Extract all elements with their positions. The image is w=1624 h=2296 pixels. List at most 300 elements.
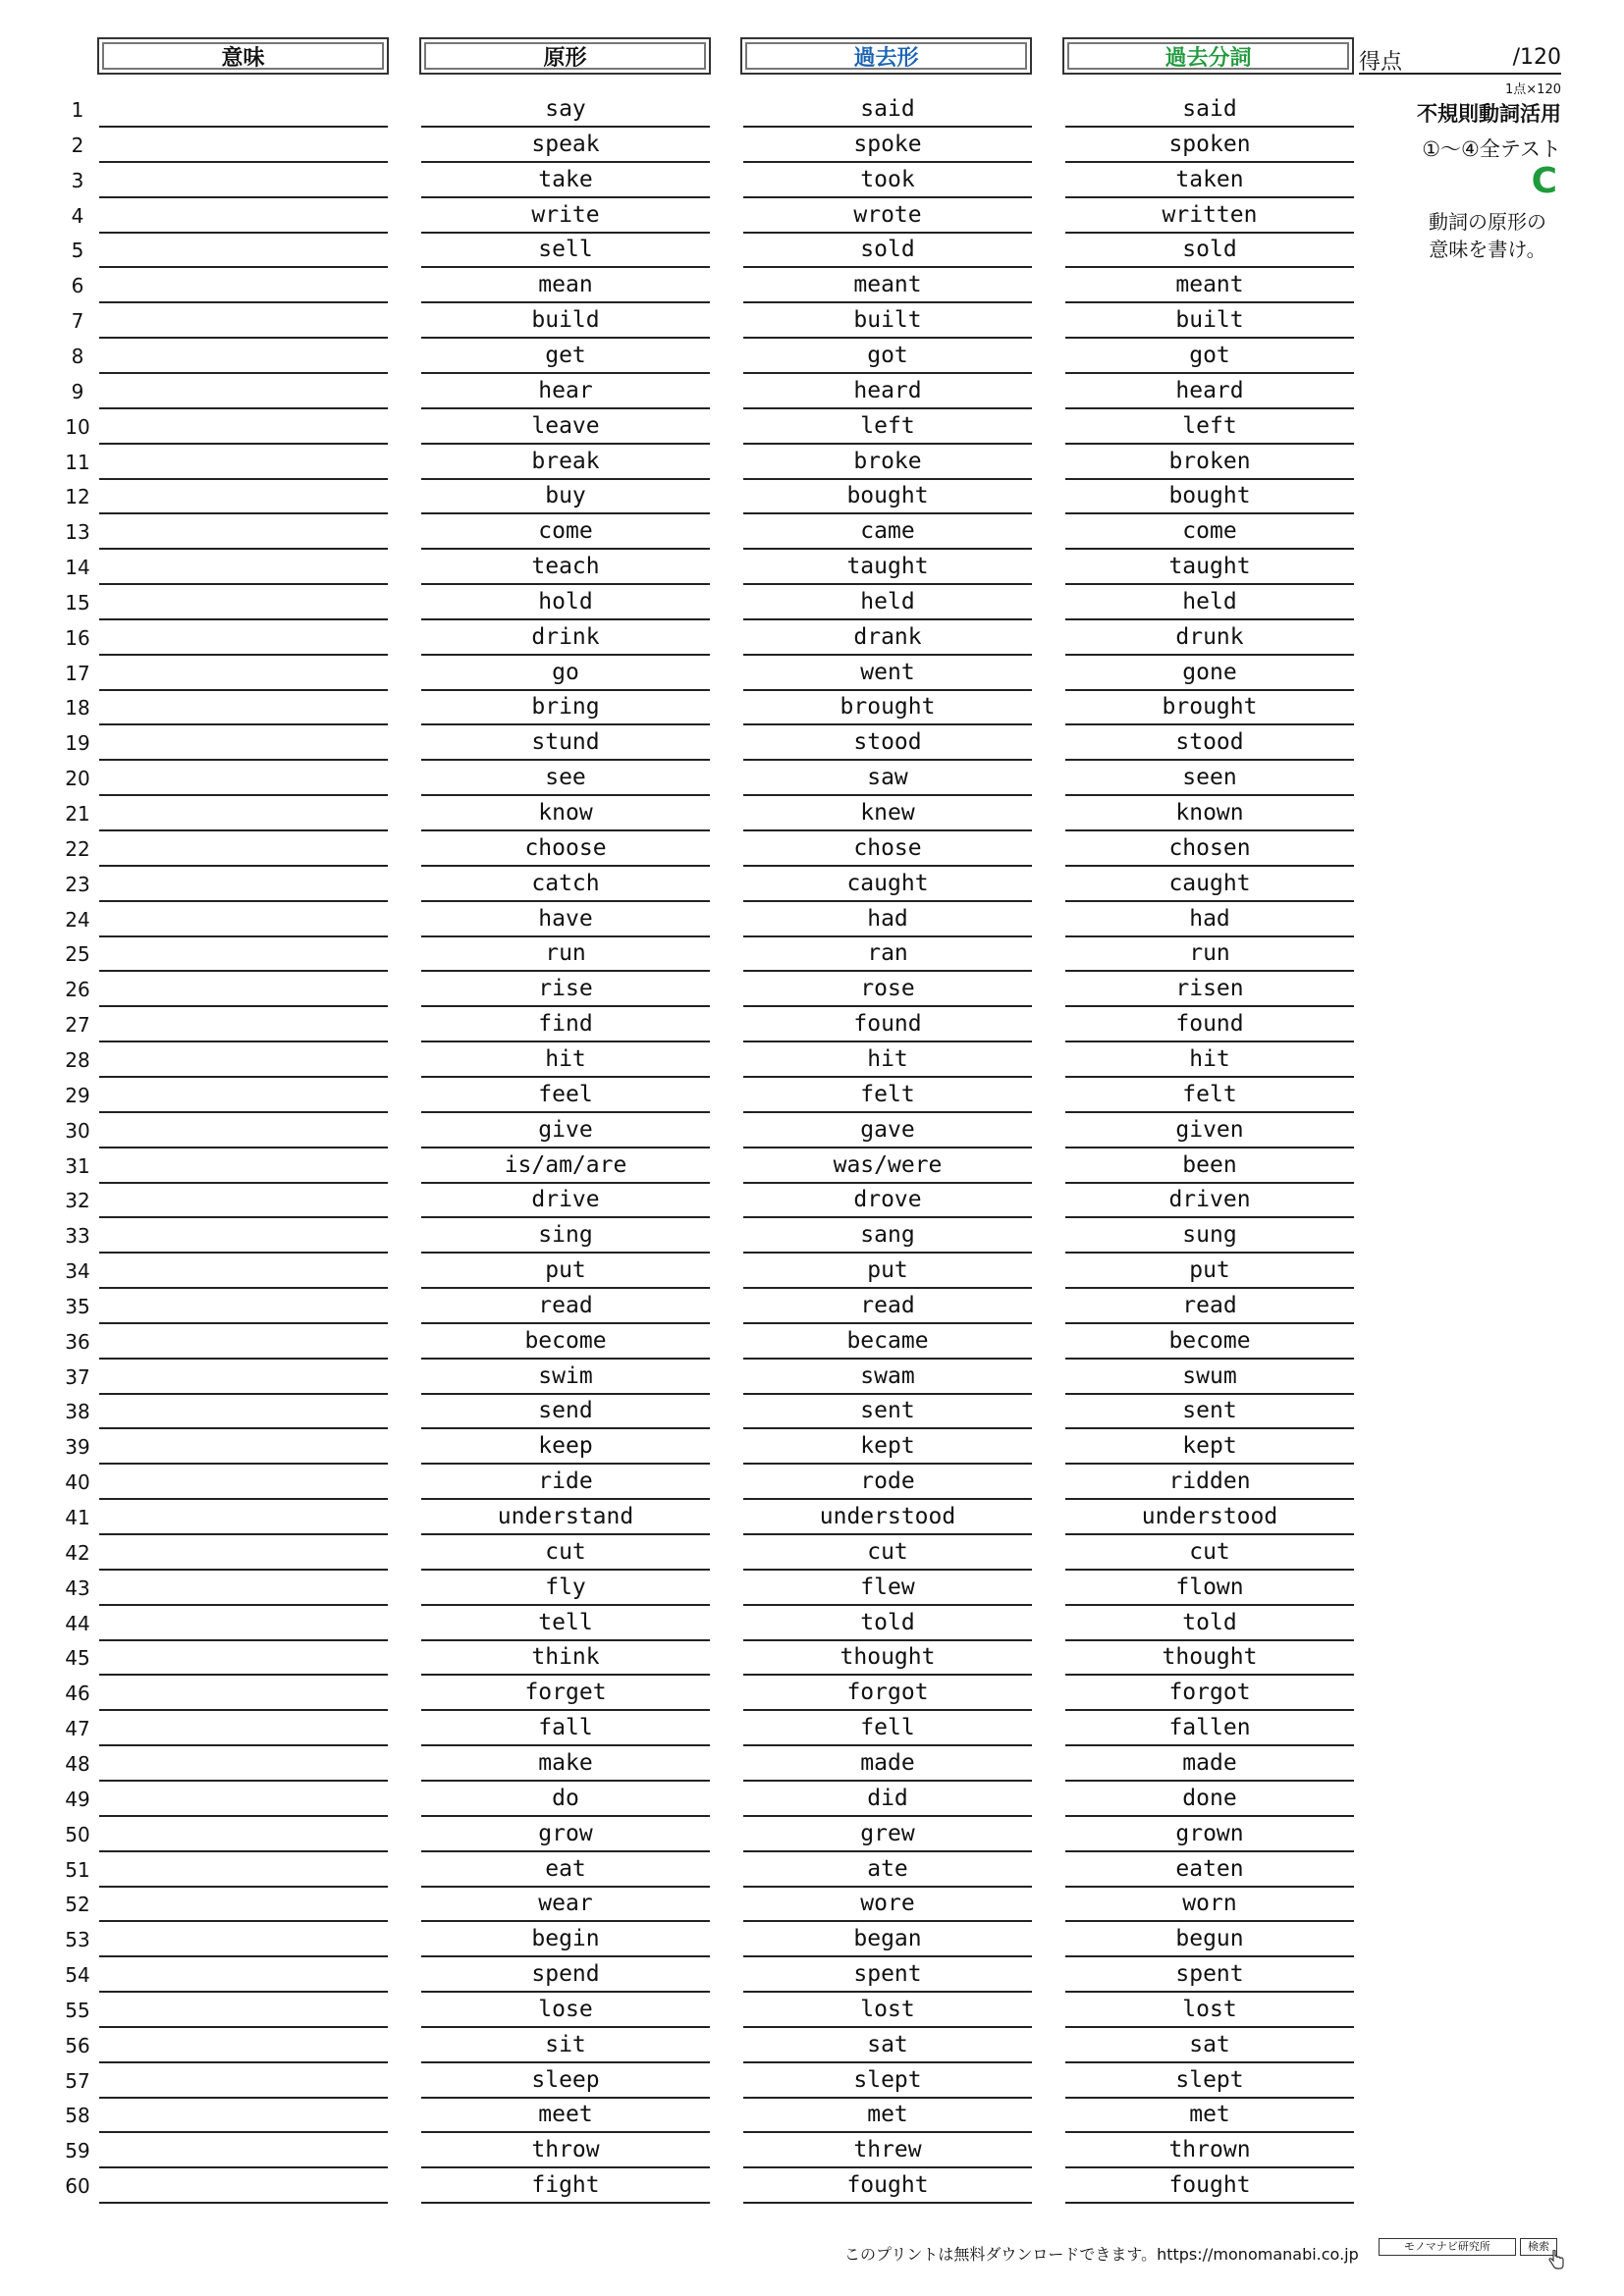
meaning-answer-field[interactable] bbox=[99, 445, 388, 480]
table-row bbox=[0, 479, 1624, 514]
row-number: 32 bbox=[65, 1189, 90, 1213]
past-participle-cell: risen bbox=[1065, 972, 1354, 1007]
meaning-answer-field[interactable] bbox=[99, 128, 388, 163]
base-form-cell: is/am/are bbox=[421, 1148, 710, 1184]
meaning-answer-field[interactable] bbox=[99, 1289, 388, 1324]
past-tense-cell: came bbox=[743, 514, 1032, 550]
meaning-answer-field[interactable] bbox=[99, 1465, 388, 1500]
meaning-answer-field[interactable] bbox=[99, 1852, 388, 1888]
base-form-cell: give bbox=[421, 1113, 710, 1148]
table-row bbox=[0, 620, 1624, 656]
base-form-cell: drive bbox=[421, 1183, 710, 1218]
base-form-cell: do bbox=[421, 1782, 710, 1817]
base-form-cell: see bbox=[421, 761, 710, 796]
row-number: 50 bbox=[65, 1822, 90, 1846]
base-form-cell: catch bbox=[421, 867, 710, 902]
row-number: 56 bbox=[65, 2033, 90, 2057]
base-form-cell: speak bbox=[421, 128, 710, 163]
past-participle-cell: told bbox=[1065, 1606, 1354, 1641]
meaning-answer-field[interactable] bbox=[99, 2063, 388, 2099]
table-row bbox=[0, 1254, 1624, 1289]
row-number: 39 bbox=[65, 1435, 90, 1460]
table-row bbox=[0, 1289, 1624, 1324]
meaning-answer-field[interactable] bbox=[99, 1640, 388, 1676]
past-participle-cell: been bbox=[1065, 1148, 1354, 1184]
past-tense-cell: made bbox=[743, 1746, 1032, 1782]
past-tense-cell: fell bbox=[743, 1711, 1032, 1746]
past-participle-cell: meant bbox=[1065, 268, 1354, 303]
meaning-answer-field[interactable] bbox=[99, 690, 388, 725]
past-tense-cell: had bbox=[743, 902, 1032, 937]
meaning-answer-field[interactable] bbox=[99, 1817, 388, 1852]
meaning-answer-field[interactable] bbox=[99, 1676, 388, 1711]
past-tense-cell: read bbox=[743, 1289, 1032, 1324]
header-meaning: 意味 bbox=[97, 37, 389, 75]
base-form-cell: ride bbox=[421, 1465, 710, 1500]
header-past-tense: 過去形 bbox=[740, 37, 1032, 75]
table-row bbox=[0, 796, 1624, 831]
row-number: 17 bbox=[65, 661, 90, 685]
meaning-answer-field[interactable] bbox=[99, 831, 388, 867]
table-row bbox=[0, 1078, 1624, 1113]
row-number: 7 bbox=[71, 309, 84, 334]
meaning-answer-field[interactable] bbox=[99, 1254, 388, 1289]
table-row bbox=[0, 902, 1624, 937]
meaning-answer-field[interactable] bbox=[99, 936, 388, 972]
row-number: 48 bbox=[65, 1751, 90, 1776]
past-tense-cell: knew bbox=[743, 796, 1032, 831]
table-row bbox=[0, 1183, 1624, 1218]
past-tense-cell: swam bbox=[743, 1360, 1032, 1395]
base-form-cell: think bbox=[421, 1640, 710, 1676]
meaning-answer-field[interactable] bbox=[99, 1535, 388, 1571]
past-tense-cell: sent bbox=[743, 1394, 1032, 1429]
meaning-answer-field[interactable] bbox=[99, 1922, 388, 1957]
base-form-cell: meet bbox=[421, 2098, 710, 2133]
base-form-cell: send bbox=[421, 1394, 710, 1429]
meaning-answer-field[interactable] bbox=[99, 550, 388, 585]
base-form-cell: fight bbox=[421, 2168, 710, 2204]
meaning-answer-field[interactable] bbox=[99, 233, 388, 268]
table-row bbox=[0, 1887, 1624, 1922]
table-row bbox=[0, 867, 1624, 902]
meaning-answer-field[interactable] bbox=[99, 163, 388, 198]
row-number: 24 bbox=[65, 907, 90, 932]
base-form-cell: fall bbox=[421, 1711, 710, 1746]
past-participle-cell: had bbox=[1065, 902, 1354, 937]
base-form-cell: make bbox=[421, 1746, 710, 1782]
past-tense-cell: hit bbox=[743, 1042, 1032, 1078]
meaning-answer-field[interactable] bbox=[99, 1078, 388, 1113]
meaning-answer-field[interactable] bbox=[99, 374, 388, 409]
meaning-answer-field[interactable] bbox=[99, 620, 388, 656]
base-form-cell: leave bbox=[421, 409, 710, 445]
meaning-answer-field[interactable] bbox=[99, 1711, 388, 1746]
past-participle-cell: met bbox=[1065, 2098, 1354, 2133]
past-participle-cell: spent bbox=[1065, 1957, 1354, 1993]
base-form-cell: take bbox=[421, 163, 710, 198]
base-form-cell: feel bbox=[421, 1078, 710, 1113]
row-number: 60 bbox=[65, 2174, 90, 2199]
table-row bbox=[0, 1817, 1624, 1852]
base-form-cell: get bbox=[421, 339, 710, 374]
table-row bbox=[0, 514, 1624, 550]
past-participle-cell: heard bbox=[1065, 374, 1354, 409]
row-number: 5 bbox=[71, 239, 84, 263]
past-tense-cell: rode bbox=[743, 1465, 1032, 1500]
row-number: 41 bbox=[65, 1506, 90, 1529]
past-participle-cell: bought bbox=[1065, 479, 1354, 514]
table-row bbox=[0, 163, 1624, 198]
row-number: 28 bbox=[65, 1047, 90, 1072]
base-form-cell: find bbox=[421, 1007, 710, 1042]
meaning-answer-field[interactable] bbox=[99, 1042, 388, 1078]
meaning-answer-field[interactable] bbox=[99, 1782, 388, 1817]
table-row bbox=[0, 339, 1624, 374]
score-field[interactable] bbox=[1359, 45, 1561, 75]
row-number: 10 bbox=[65, 414, 90, 439]
past-tense-cell: felt bbox=[743, 1078, 1032, 1113]
row-number: 52 bbox=[65, 1893, 90, 1917]
past-participle-cell: said bbox=[1065, 92, 1354, 128]
past-participle-cell: taken bbox=[1065, 163, 1354, 198]
table-row bbox=[0, 1535, 1624, 1571]
table-row bbox=[0, 725, 1624, 761]
base-form-cell: tell bbox=[421, 1606, 710, 1641]
meaning-answer-field[interactable] bbox=[99, 1429, 388, 1465]
past-tense-cell: left bbox=[743, 409, 1032, 445]
base-form-cell: spend bbox=[421, 1957, 710, 1993]
row-number: 29 bbox=[65, 1083, 90, 1107]
past-tense-cell: lost bbox=[743, 1993, 1032, 2028]
base-form-cell: swim bbox=[421, 1360, 710, 1395]
table-row bbox=[0, 1640, 1624, 1676]
past-tense-cell: grew bbox=[743, 1817, 1032, 1852]
table-row bbox=[0, 1711, 1624, 1746]
past-participle-cell: forgot bbox=[1065, 1676, 1354, 1711]
past-participle-cell: kept bbox=[1065, 1429, 1354, 1465]
row-number: 3 bbox=[71, 168, 84, 192]
table-row bbox=[0, 92, 1624, 128]
meaning-answer-field[interactable] bbox=[99, 761, 388, 796]
past-tense-cell: said bbox=[743, 92, 1032, 128]
worksheet-title: 不規則動詞活用 bbox=[1417, 102, 1561, 126]
past-tense-cell: threw bbox=[743, 2133, 1032, 2168]
past-participle-cell: seen bbox=[1065, 761, 1354, 796]
base-form-cell: teach bbox=[421, 550, 710, 585]
past-tense-cell: chose bbox=[743, 831, 1032, 867]
row-number: 58 bbox=[65, 2104, 90, 2128]
base-form-cell: come bbox=[421, 514, 710, 550]
base-form-cell: choose bbox=[421, 831, 710, 867]
base-form-cell: bring bbox=[421, 690, 710, 725]
past-participle-cell: sung bbox=[1065, 1218, 1354, 1254]
base-form-cell: sell bbox=[421, 233, 710, 268]
meaning-answer-field[interactable] bbox=[99, 514, 388, 550]
row-number: 18 bbox=[65, 696, 90, 721]
header-base-form: 原形 bbox=[419, 37, 711, 75]
past-participle-cell: spoken bbox=[1065, 128, 1354, 163]
past-tense-cell: sang bbox=[743, 1218, 1032, 1254]
past-tense-cell: held bbox=[743, 585, 1032, 620]
past-participle-cell: ridden bbox=[1065, 1465, 1354, 1500]
meaning-answer-field[interactable] bbox=[99, 902, 388, 937]
past-participle-cell: understood bbox=[1065, 1500, 1354, 1535]
past-tense-cell: spent bbox=[743, 1957, 1032, 1993]
meaning-answer-field[interactable] bbox=[99, 268, 388, 303]
table-row bbox=[0, 2063, 1624, 2099]
past-tense-cell: built bbox=[743, 303, 1032, 339]
past-tense-cell: flew bbox=[743, 1571, 1032, 1606]
table-row bbox=[0, 1429, 1624, 1465]
row-number: 19 bbox=[65, 731, 90, 756]
base-form-cell: wear bbox=[421, 1887, 710, 1922]
past-participle-cell: known bbox=[1065, 796, 1354, 831]
table-row bbox=[0, 1148, 1624, 1184]
table-row bbox=[0, 233, 1624, 268]
instruction-line-2: 意味を書け。 bbox=[1429, 238, 1546, 261]
row-number: 26 bbox=[65, 978, 90, 1002]
base-form-cell: sleep bbox=[421, 2063, 710, 2099]
meaning-answer-field[interactable] bbox=[99, 479, 388, 514]
row-number: 40 bbox=[65, 1470, 90, 1495]
past-tense-cell: forgot bbox=[743, 1676, 1032, 1711]
past-participle-cell: left bbox=[1065, 409, 1354, 445]
row-number: 20 bbox=[65, 767, 90, 791]
table-row bbox=[0, 585, 1624, 620]
meaning-answer-field[interactable] bbox=[99, 1324, 388, 1360]
row-number: 33 bbox=[65, 1224, 90, 1249]
past-tense-cell: slept bbox=[743, 2063, 1032, 2099]
meaning-answer-field[interactable] bbox=[99, 2133, 388, 2168]
table-row bbox=[0, 936, 1624, 972]
base-form-cell: break bbox=[421, 445, 710, 480]
past-tense-cell: spoke bbox=[743, 128, 1032, 163]
base-form-cell: hear bbox=[421, 374, 710, 409]
meaning-answer-field[interactable] bbox=[99, 1360, 388, 1395]
table-row bbox=[0, 1394, 1624, 1429]
meaning-answer-field[interactable] bbox=[99, 1007, 388, 1042]
base-form-cell: buy bbox=[421, 479, 710, 514]
row-number: 11 bbox=[65, 450, 90, 474]
table-row bbox=[0, 198, 1624, 234]
past-participle-cell: thought bbox=[1065, 1640, 1354, 1676]
meaning-answer-field[interactable] bbox=[99, 1148, 388, 1184]
meaning-answer-field[interactable] bbox=[99, 1606, 388, 1641]
table-row bbox=[0, 445, 1624, 480]
base-form-cell: keep bbox=[421, 1429, 710, 1465]
table-row bbox=[0, 1993, 1624, 2028]
meaning-answer-field[interactable] bbox=[99, 2168, 388, 2204]
past-participle-cell: slept bbox=[1065, 2063, 1354, 2099]
score-note: 1点×120 bbox=[1505, 82, 1561, 97]
table-row bbox=[0, 374, 1624, 409]
meaning-answer-field[interactable] bbox=[99, 1394, 388, 1429]
past-tense-cell: drank bbox=[743, 620, 1032, 656]
row-number: 13 bbox=[65, 520, 90, 545]
past-tense-cell: brought bbox=[743, 690, 1032, 725]
base-form-cell: go bbox=[421, 656, 710, 691]
past-participle-cell: driven bbox=[1065, 1183, 1354, 1218]
row-number: 46 bbox=[65, 1682, 90, 1706]
table-row bbox=[0, 550, 1624, 585]
base-form-cell: hold bbox=[421, 585, 710, 620]
base-form-cell: understand bbox=[421, 1500, 710, 1535]
instruction-line-1: 動詞の原形の bbox=[1429, 210, 1546, 234]
past-tense-cell: told bbox=[743, 1606, 1032, 1641]
base-form-cell: build bbox=[421, 303, 710, 339]
row-number: 54 bbox=[65, 1963, 90, 1988]
row-number: 57 bbox=[65, 2068, 90, 2093]
footer-lab-box: モノマナビ研究所 bbox=[1379, 2238, 1516, 2256]
worksheet-subtitle: ①～④全テスト bbox=[1422, 137, 1561, 161]
past-participle-cell: fought bbox=[1065, 2168, 1354, 2204]
past-participle-cell: built bbox=[1065, 303, 1354, 339]
past-participle-cell: read bbox=[1065, 1289, 1354, 1324]
meaning-answer-field[interactable] bbox=[99, 339, 388, 374]
base-form-cell: read bbox=[421, 1289, 710, 1324]
base-form-cell: become bbox=[421, 1324, 710, 1360]
past-tense-cell: fought bbox=[743, 2168, 1032, 2204]
base-form-cell: grow bbox=[421, 1817, 710, 1852]
footer-search-button[interactable]: 検索 bbox=[1520, 2238, 1557, 2256]
row-number: 8 bbox=[71, 344, 84, 368]
table-row bbox=[0, 1571, 1624, 1606]
past-participle-cell: stood bbox=[1065, 725, 1354, 761]
row-number: 21 bbox=[65, 802, 90, 826]
past-participle-cell: gone bbox=[1065, 656, 1354, 691]
past-tense-cell: went bbox=[743, 656, 1032, 691]
past-participle-cell: brought bbox=[1065, 690, 1354, 725]
past-participle-cell: sold bbox=[1065, 233, 1354, 268]
base-form-cell: drink bbox=[421, 620, 710, 656]
past-tense-cell: wrote bbox=[743, 198, 1032, 234]
meaning-answer-field[interactable] bbox=[99, 92, 388, 128]
table-row bbox=[0, 409, 1624, 445]
row-number: 31 bbox=[65, 1153, 90, 1178]
past-tense-cell: began bbox=[743, 1922, 1032, 1957]
meaning-answer-field[interactable] bbox=[99, 585, 388, 620]
past-tense-cell: heard bbox=[743, 374, 1032, 409]
base-form-cell: cut bbox=[421, 1535, 710, 1571]
table-row bbox=[0, 1360, 1624, 1395]
row-number: 15 bbox=[65, 590, 90, 614]
row-number: 16 bbox=[65, 625, 90, 650]
past-participle-cell: held bbox=[1065, 585, 1354, 620]
base-form-cell: mean bbox=[421, 268, 710, 303]
base-form-cell: forget bbox=[421, 1676, 710, 1711]
past-tense-cell: taught bbox=[743, 550, 1032, 585]
meaning-answer-field[interactable] bbox=[99, 1957, 388, 1993]
meaning-answer-field[interactable] bbox=[99, 796, 388, 831]
past-tense-cell: got bbox=[743, 339, 1032, 374]
row-number: 2 bbox=[71, 133, 84, 157]
table-row bbox=[0, 831, 1624, 867]
row-number: 37 bbox=[65, 1364, 90, 1389]
past-tense-cell: took bbox=[743, 163, 1032, 198]
past-tense-cell: saw bbox=[743, 761, 1032, 796]
score-label: 得点 bbox=[1359, 50, 1403, 75]
row-number: 34 bbox=[65, 1259, 90, 1284]
hand-cursor-icon bbox=[1547, 2250, 1565, 2269]
base-form-cell: stund bbox=[421, 725, 710, 761]
row-number: 1 bbox=[71, 98, 84, 122]
row-number: 27 bbox=[65, 1013, 90, 1038]
base-form-cell: put bbox=[421, 1254, 710, 1289]
base-form-cell: fly bbox=[421, 1571, 710, 1606]
meaning-answer-field[interactable] bbox=[99, 1113, 388, 1148]
table-row bbox=[0, 1007, 1624, 1042]
past-participle-cell: broken bbox=[1065, 445, 1354, 480]
row-number: 53 bbox=[65, 1928, 90, 1952]
past-participle-cell: sat bbox=[1065, 2028, 1354, 2063]
past-tense-cell: gave bbox=[743, 1113, 1032, 1148]
meaning-answer-field[interactable] bbox=[99, 2098, 388, 2133]
base-form-cell: eat bbox=[421, 1852, 710, 1888]
base-form-cell: know bbox=[421, 796, 710, 831]
meaning-answer-field[interactable] bbox=[99, 656, 388, 691]
meaning-answer-field[interactable] bbox=[99, 1218, 388, 1254]
table-row bbox=[0, 972, 1624, 1007]
past-tense-cell: drove bbox=[743, 1183, 1032, 1218]
meaning-answer-field[interactable] bbox=[99, 972, 388, 1007]
past-tense-cell: kept bbox=[743, 1429, 1032, 1465]
meaning-answer-field[interactable] bbox=[99, 409, 388, 445]
table-row bbox=[0, 1500, 1624, 1535]
row-number: 36 bbox=[65, 1329, 90, 1354]
meaning-answer-field[interactable] bbox=[99, 1887, 388, 1922]
base-form-cell: sing bbox=[421, 1218, 710, 1254]
past-tense-cell: was/were bbox=[743, 1148, 1032, 1184]
table-row bbox=[0, 1218, 1624, 1254]
meaning-answer-field[interactable] bbox=[99, 1500, 388, 1535]
past-participle-cell: begun bbox=[1065, 1922, 1354, 1957]
meaning-answer-field[interactable] bbox=[99, 1183, 388, 1218]
row-number: 45 bbox=[65, 1646, 90, 1671]
meaning-answer-field[interactable] bbox=[99, 725, 388, 761]
base-form-cell: run bbox=[421, 936, 710, 972]
row-number: 6 bbox=[71, 274, 84, 298]
past-tense-cell: meant bbox=[743, 268, 1032, 303]
table-row bbox=[0, 1465, 1624, 1500]
meaning-answer-field[interactable] bbox=[99, 867, 388, 902]
row-number: 9 bbox=[71, 379, 84, 403]
meaning-answer-field[interactable] bbox=[99, 1571, 388, 1606]
table-row bbox=[0, 1676, 1624, 1711]
row-number: 4 bbox=[71, 203, 84, 228]
footer-text: このプリントは無料ダウンロードできます。https://monomanabi.co.jp bbox=[844, 2245, 1359, 2264]
past-tense-cell: met bbox=[743, 2098, 1032, 2133]
past-tense-cell: sold bbox=[743, 233, 1032, 268]
meaning-answer-field[interactable] bbox=[99, 2028, 388, 2063]
meaning-answer-field[interactable] bbox=[99, 1993, 388, 2028]
meaning-answer-field[interactable] bbox=[99, 198, 388, 234]
past-participle-cell: given bbox=[1065, 1113, 1354, 1148]
past-tense-cell: wore bbox=[743, 1887, 1032, 1922]
table-row bbox=[0, 1324, 1624, 1360]
table-row bbox=[0, 1746, 1624, 1782]
past-participle-cell: hit bbox=[1065, 1042, 1354, 1078]
past-tense-cell: caught bbox=[743, 867, 1032, 902]
table-row bbox=[0, 656, 1624, 691]
past-tense-cell: cut bbox=[743, 1535, 1032, 1571]
meaning-answer-field[interactable] bbox=[99, 1746, 388, 1782]
past-participle-cell: come bbox=[1065, 514, 1354, 550]
row-number: 42 bbox=[65, 1540, 90, 1565]
base-form-cell: have bbox=[421, 902, 710, 937]
past-participle-cell: sent bbox=[1065, 1394, 1354, 1429]
meaning-answer-field[interactable] bbox=[99, 303, 388, 339]
